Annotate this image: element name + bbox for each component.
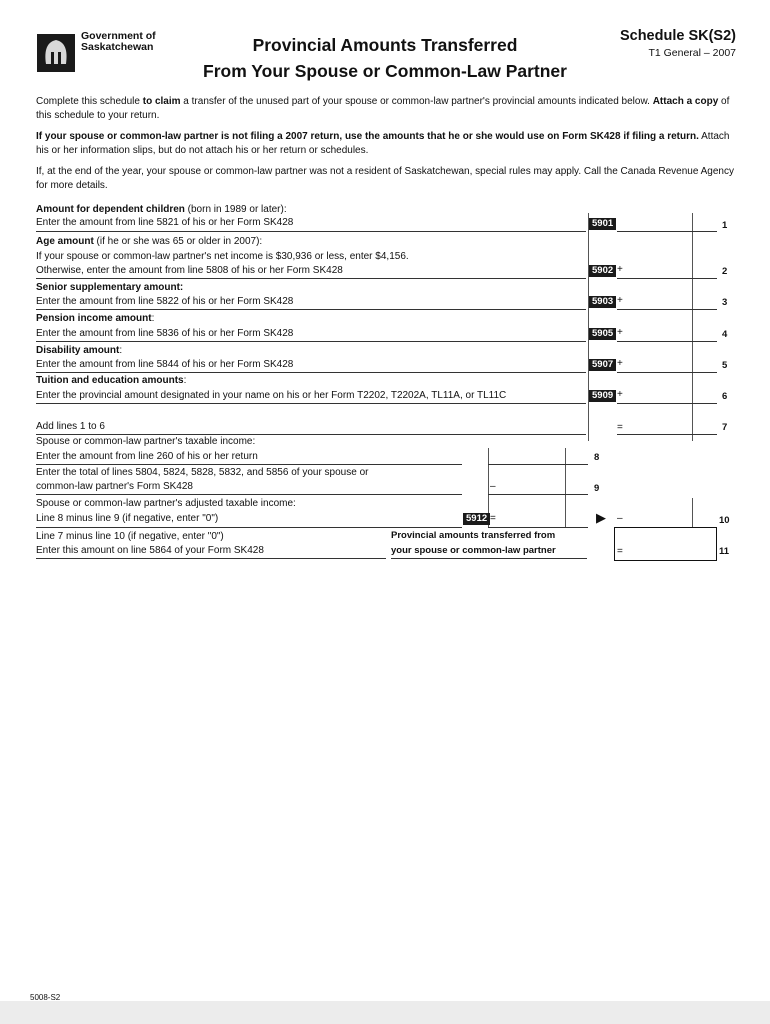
line-5-title: Disability amount: (36, 345, 123, 356)
code-5907: 5907 (589, 359, 616, 371)
line-6-title: Tuition and education amounts: (36, 375, 187, 386)
line-10-amount-field[interactable] (628, 510, 692, 527)
line-10-heading: Spouse or common-law partner's adjusted taxable income: (36, 498, 296, 509)
code-5909: 5909 (589, 390, 616, 402)
line-10-adjusted-field[interactable] (500, 511, 564, 527)
line-8-heading: Spouse or common-law partner's taxable income: (36, 436, 256, 447)
line-4-title: Pension income amount: (36, 313, 155, 324)
form-page: Government of Saskatchewan Provincial Amounts Transferred From Your Spouse or Common-Law Partner Schedule SK(S2) T1 General – 2007 Complete this schedule to claim a transfer of the unused part of your spouse or common-law partner's provincial amounts indicated below. Attach a copy of this schedule to your return. If your spouse or common-law partner is not filing a 2007 return, use the amounts that he or she would use on Form SK428 if filing a return. Attach his or her information slips, but do not attach his or her return or schedules. If, at the end of the year, your spouse or common-law partner was not a resident of Saskatchewan, special rules may apply. Call the Canada Revenue Agency for more details. Amount for dependent children (born in 1989 or later): Enter the amount from line 5821 of his or her Form SK428 5901 1 Age amount (if he or she was 65 or older in 2007): If your spouse or common-law partner's net income is $30,936 or less, enter $4,156. Otherwise, enter the amount from line 5808 of his or her Form SK428 5902 + 2 Senior supplementary amount: Enter the amount from line 5822 of his or her Form SK428 5903 + 3 Pension income amount: Enter the amount from line 5836 of his or her Form SK428 5905 + 4 Disability amount: Enter the amount from line 5844 of his or her Form SK428 5907 + 5 Tuition and education amounts: Enter the provincial amount designated in your name on his or her Form T2202, T2202A, TL11A, or TL11C 5909 + 6 Add lines 1 to 6 = 7 Spouse or common-law partner's taxable income: Enter the amount from line 260 of his or her return 8 Enter the total of lines 5804, 5824, 5828, 5832, and 5856 of your spouse or common-law partner's Form SK428 – 9 Spouse or common-law partner's adjusted taxable income: Line 8 minus line 9 (if negative, enter "0") 5912 = ▶ – 10 Line 7 minus line 10 (if negative, enter "0") Enter this amount on line 5864 of your Form SK428 Provincial amounts transferred from your spouse or common-law partner = 11 (0, 0, 770, 1001)
arrow-right-icon: ▶ (596, 510, 606, 525)
line-7-amount-field[interactable] (628, 416, 692, 434)
code-5902: 5902 (589, 265, 616, 277)
line-9-text-2: common-law partner's Form SK428 (36, 481, 193, 492)
org-name: Government of Saskatchewan (81, 30, 156, 53)
code-5912: 5912 (463, 513, 490, 525)
line-4-amount-field[interactable] (628, 323, 692, 341)
line-11-bold-label-1: Provincial amounts transferred from (391, 530, 556, 541)
line-10-text: Line 8 minus line 9 (if negative, enter "0") (36, 513, 219, 524)
line-11-text-2: Enter this amount on line 5864 of your Form SK428 (36, 545, 264, 556)
line-2-text-2: Otherwise, enter the amount from line 5808 of his or her Form SK428 (36, 265, 343, 276)
line-11-bold-label-2: your spouse or common-law partner (391, 545, 556, 556)
intro-paragraph-3: If, at the end of the year, your spouse or common-law partner was not a resident of Saskatchewan, special rules may apply. Call the Canada Revenue Agency for more details. (36, 166, 734, 191)
form-code: 5008-S2 (30, 993, 61, 1002)
code-5903: 5903 (589, 296, 616, 308)
line-9-text-1: Enter the total of lines 5804, 5824, 5828, 5832, and 5856 of your spouse or (36, 467, 369, 478)
line-number-1: 1 (722, 220, 728, 231)
schedule-label: Schedule SK(S2) T1 General – 2007 (619, 28, 736, 59)
line-3-title: Senior supplementary amount: (36, 282, 184, 293)
line-8-text: Enter the amount from line 260 of his or her return (36, 451, 258, 462)
line-2-amount-field[interactable] (628, 260, 692, 278)
line-4-text: Enter the amount from line 5836 of his or her Form SK428 (36, 328, 294, 339)
line-9-amount-field[interactable] (500, 478, 564, 494)
line-3-amount-field[interactable] (628, 291, 692, 309)
saskatchewan-logo-icon (37, 34, 75, 72)
code-5905: 5905 (589, 328, 616, 340)
line-3-text: Enter the amount from line 5822 of his or her Form SK428 (36, 296, 294, 307)
line-1-title: Amount for dependent children (born in 1989 or later): (36, 204, 287, 215)
line-5-amount-field[interactable] (628, 354, 692, 372)
line-5-text: Enter the amount from line 5844 of his or her Form SK428 (36, 359, 294, 370)
line-7-text: Add lines 1 to 6 (36, 421, 105, 432)
intro-paragraph-1: Complete this schedule to claim a transfer of the unused part of your spouse or common-law partner's provincial amounts indicated below. Attach a copy of this schedule to your return. (36, 96, 730, 121)
line-11-text-1: Line 7 minus line 10 (if negative, enter "0") (36, 531, 224, 542)
line-6-amount-field[interactable] (628, 385, 692, 403)
page-title: Provincial Amounts Transferred From Your Spouse or Common-Law Partner (203, 35, 567, 81)
intro-paragraph-2: If your spouse or common-law partner is not filing a 2007 return, use the amounts that he or she would use on Form SK428 if filing a return. Attach his or her information slips, but do not attach his or her return or schedules. (36, 131, 730, 156)
line-11-amount-field[interactable] (614, 527, 717, 561)
line-2-text-1: If your spouse or common-law partner's net income is $30,936 or less, enter $4,156. (36, 251, 409, 262)
line-8-amount-field[interactable] (489, 448, 564, 464)
line-1-text: Enter the amount from line 5821 of his or her Form SK428 (36, 217, 294, 228)
line-6-text: Enter the provincial amount designated in your name on his or her Form T2202, T2202A, TL11A, or TL11C (36, 390, 507, 401)
code-5901: 5901 (589, 218, 616, 230)
line-1-amount-field[interactable] (617, 213, 692, 231)
line-2-title: Age amount (if he or she was 65 or older in 2007): (36, 236, 263, 247)
